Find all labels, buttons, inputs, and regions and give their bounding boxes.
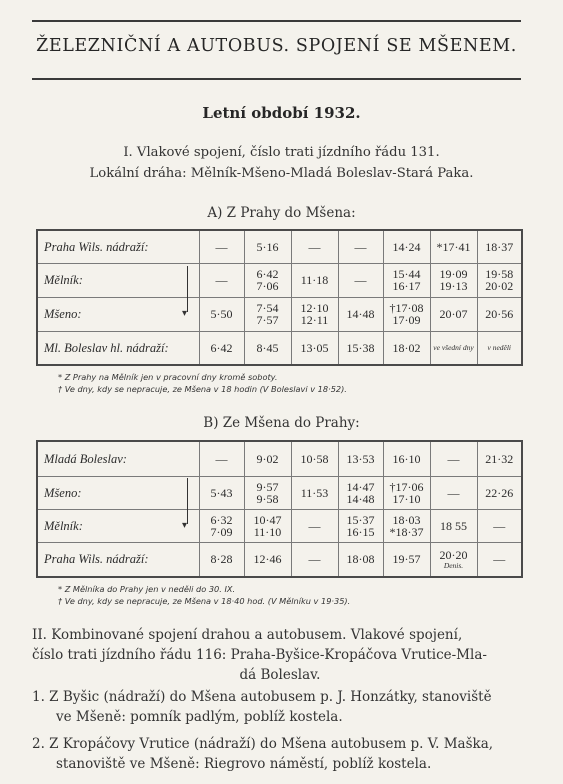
time-cell: 16·10 [383,441,430,476]
table-row [37,297,522,331]
time-cell: 14·48 [338,297,383,331]
time-cell: — [430,441,477,476]
time-cell: 19·58 20·02 [477,263,522,297]
footnote: * Z Prahy na Mělník jen v pracovní dny kromě soboty. [58,372,278,382]
time-cell: 14·47 14·48 [338,476,383,509]
denis-label: Denis. [443,560,464,570]
table-row [37,331,522,365]
time-cell: 18·03 *18·37 [383,509,430,542]
weekday-label: ve všední dny [433,343,474,353]
time-cell: 12·10 12·11 [291,297,338,331]
time-cell: *17·41 [430,230,477,263]
time-cell [477,331,522,365]
list-item-line-2: ve Mšeně: pomník padlým, poblíž kostela. [56,709,343,725]
station-cell: Praha Wils. nádraží: [37,230,199,263]
station-cell: Ml. Boleslav hl. nádraží: [37,331,199,365]
table-row [37,476,522,509]
list-item-line-1: 2. Z Kropáčovy Vrutice (nádraží) do Mšena autobusem p. V. Maška, [32,736,494,752]
table-row [37,542,522,577]
time-cell: 15·37 16·15 [338,509,383,542]
footnote: * Z Mělníka do Prahy jen v neděli do 30. IX. [58,584,236,594]
section-b-title: B) Ze Mšena do Prahy: [203,415,360,431]
station-cell: Praha Wils. nádraží: [37,542,199,577]
sunday-label: v neděli [487,343,512,353]
station-cell: Mladá Boleslav: [37,441,199,476]
page-title: ŽELEZNIČNÍ A AUTOBUS. SPOJENÍ SE MŠENEM. [36,36,517,56]
time-cell: 6·42 7·06 [244,263,291,297]
down-arrow-icon: ▾ [182,520,188,531]
intro-line-1: I. Vlakové spojení, číslo trati jízdního řádu 131. [123,145,440,160]
season-heading: Letní období 1932. [202,104,361,122]
top-rule [32,20,521,22]
timetable-b [36,440,523,578]
list-item [32,734,528,774]
part-two-line-3: dá Boleslav. [239,667,321,683]
time-cell: 11·53 [291,476,338,509]
time-cell: — [477,509,522,542]
time-cell: 11·18 [291,263,338,297]
intro-line-2: Lokální dráha: Mělník-Mšeno-Mladá Boleslav-Stará Paka. [89,166,474,181]
part-two-line-1: II. Kombinované spojení drahou a autobusem. Vlakové spojení, [32,627,463,643]
time-cell: 15·44 16·17 [383,263,430,297]
time-cell: 9·57 9·58 [244,476,291,509]
time-cell: — [199,230,244,263]
time-cell: — [338,263,383,297]
down-arrow-icon: ▾ [182,308,188,319]
time-cell: — [430,476,477,509]
station-cell: Mšeno: [37,476,199,509]
time-cell: 19·09 19·13 [430,263,477,297]
section-a-title: A) Z Prahy do Mšena: [207,205,356,221]
time-cell: †17·06 17·10 [383,476,430,509]
time-cell: 18·08 [338,542,383,577]
time-cell: 20·07 [430,297,477,331]
time-cell: 7·54 7·57 [244,297,291,331]
time-value: 20·20 [439,547,468,562]
time-cell: †17·08 17·09 [383,297,430,331]
time-cell: 12·46 [244,542,291,577]
time-cell: 10·47 11·10 [244,509,291,542]
list-item [32,687,528,727]
time-cell: — [338,230,383,263]
time-cell: — [199,441,244,476]
timetable-a [36,229,523,366]
table-row [37,263,522,297]
time-cell [430,331,477,365]
time-cell: 15·38 [338,331,383,365]
time-cell [430,542,477,577]
time-cell: 6·42 [199,331,244,365]
list-item-line-1: 1. Z Byšic (nádraží) do Mšena autobusem p. J. Honzátky, stanoviště [32,689,492,705]
footnote: † Ve dny, kdy se nepracuje, ze Mšena v 18·40 hod. (V Mělníku v 19·35). [58,596,351,606]
table-row [37,230,522,263]
title-rule [32,78,521,80]
time-cell: — [199,263,244,297]
time-cell: 18·02 [383,331,430,365]
time-cell: — [291,509,338,542]
time-cell: 14·24 [383,230,430,263]
time-cell: 5·16 [244,230,291,263]
station-cell: Mělník: [37,263,199,297]
time-cell: 13·53 [338,441,383,476]
time-cell: 6·32 7·09 [199,509,244,542]
time-cell: 5·50 [199,297,244,331]
time-cell: 21·32 [477,441,522,476]
time-cell: — [477,542,522,577]
part-two-paragraph [32,625,528,685]
time-cell: 18 55 [430,509,477,542]
time-cell: — [291,542,338,577]
time-cell: 19·57 [383,542,430,577]
direction-line-b [187,478,188,524]
footnote: † Ve dny, kdy se nepracuje, ze Mšena v 18 hodin (V Boleslavi v 18·52). [58,384,347,394]
time-cell: 9·02 [244,441,291,476]
time-cell: 5·43 [199,476,244,509]
direction-line-a [187,266,188,312]
time-cell: 13·05 [291,331,338,365]
table-row [37,509,522,542]
station-cell: Mělník: [37,509,199,542]
time-cell: 18·37 [477,230,522,263]
time-cell: 10·58 [291,441,338,476]
time-cell: — [291,230,338,263]
time-cell: 20·56 [477,297,522,331]
time-cell: 22·26 [477,476,522,509]
station-cell: Mšeno: [37,297,199,331]
table-row [37,441,522,476]
time-cell: 8·28 [199,542,244,577]
part-two-line-2: číslo trati jízdního řádu 116: Praha-Byšice-Kropáčova Vrutice-Mla- [32,647,487,663]
list-item-line-2: stanoviště ve Mšeně: Riegrovo náměstí, poblíž kostela. [56,756,432,772]
time-cell: 8·45 [244,331,291,365]
